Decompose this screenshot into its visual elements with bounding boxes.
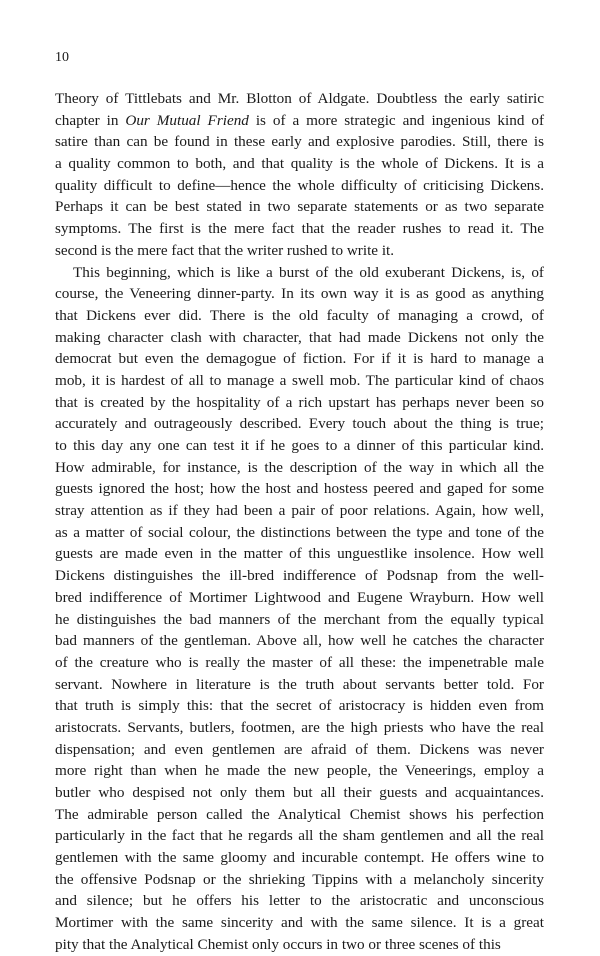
text-line: This beginning, which is like a burst of the old exuberant Dickens, is, of (73, 263, 544, 281)
text-line: satire than can be found in these early and explosive parodies. Still, there is (55, 133, 544, 151)
text-line: mob, it is hardest of all to manage a swell mob. The particular kind of chaos (55, 371, 544, 389)
text-line: How admirable, for instance, is the description of the way in which all the (55, 458, 544, 476)
text-line: dispensation; and even gentlemen are afraid of them. Dickens was never (55, 740, 544, 758)
text-line: symptoms. The first is the mere fact that the reader rushes to read it. The (55, 220, 544, 238)
text-line: course, the Veneering dinner-party. In its own way it is as good as anything (55, 285, 544, 303)
text-line: more right than when he made the new people, the Veneerings, employ a (55, 762, 544, 780)
text-line: as a matter of social colour, the distinctions between the type and tone of the (55, 523, 544, 541)
text-line: to this day any one can test it if he goes to a dinner of this particular kind. (55, 437, 544, 454)
text-line: accurately and outrageously described. Every touch about the thing is true; (55, 415, 544, 433)
text-line (55, 110, 544, 132)
text-line: Dickens distinguishes the ill-bred indifference of Podsnap from the well- (55, 567, 544, 585)
text-line: guests are made even in the matter of this unguestlike insolence. How well (55, 545, 544, 563)
text-line: Mortimer with the same sincerity and with the same silence. It is a great (55, 914, 544, 932)
text-line: guests ignored the host; how the host and hostess peered and gaped for some (55, 480, 544, 498)
text-line: of the creature who is really the master of all these: the impenetrable male (55, 653, 544, 671)
text-line: Perhaps it can be best stated in two separate statements or as two separate (55, 198, 544, 216)
text-line: making character clash with character, that had made Dickens not only the (55, 328, 544, 346)
text-line: gentlemen with the same gloomy and incurable contempt. He offers wine to (55, 849, 544, 867)
text-line: that is created by the hospitality of a rich upstart has perhaps never been so (55, 393, 544, 411)
text-line: he distinguishes the bad manners of the merchant from the equally typical (55, 610, 544, 628)
text-line: bad manners of the gentleman. Above all, how well he catches the character (55, 632, 544, 650)
text-line: second is the mere fact that the writer rushed to write it. (55, 241, 395, 259)
text-line: pity that the Analytical Chemist only occurs in two or three scenes of this (55, 935, 501, 953)
text-line: servant. Nowhere in literature is the truth about servants better told. For (55, 675, 544, 693)
text-line: the offensive Podsnap or the shrieking Tippins with a melancholy sincerity (55, 870, 544, 888)
text-line: stray attention as if they had been a pair of poor relations. Again, how well, (55, 502, 544, 520)
text-segment: chapter in (55, 111, 126, 129)
text-line: butler who despised not only them but all their guests and acquaintances. (55, 784, 544, 801)
text-segment: is of a more strategic and ingenious kind of (248, 111, 544, 129)
text-line: democrat but even the demagogue of fiction. For if it is hard to manage a (55, 350, 544, 368)
paragraph (55, 88, 544, 262)
text-line: bred indifference of Mortimer Lightwood and Eugene Wrayburn. How well (55, 588, 544, 606)
text-line: aristocrats. Servants, butlers, footmen, are the high priests who have the real (55, 718, 544, 736)
text-line: particularly in the fact that he regards all the sham gentlemen and all the real (55, 827, 544, 845)
text-line: quality difficult to define—hence the whole difficulty of criticising Dickens. (55, 176, 544, 194)
body-text (55, 88, 544, 956)
book-title: Our Mutual Friend (125, 111, 249, 129)
text-line: that truth is simply this: that the secret of aristocracy is hidden even from (55, 697, 544, 715)
text-line: that Dickens ever did. There is the old faculty of managing a crowd, of (55, 306, 544, 324)
text-line: Theory of Tittlebats and Mr. Blotton of Aldgate. Doubtless the early satiric (55, 90, 544, 107)
text-line: and silence; but he offers his letter to the aristocratic and unconscious (55, 892, 544, 910)
page-number: 10 (55, 50, 69, 65)
text-line: a quality common to both, and that quality is the whole of Dickens. It is a (55, 155, 544, 173)
text-line: The admirable person called the Analytical Chemist shows his perfection (55, 805, 544, 823)
paragraph (55, 262, 544, 956)
